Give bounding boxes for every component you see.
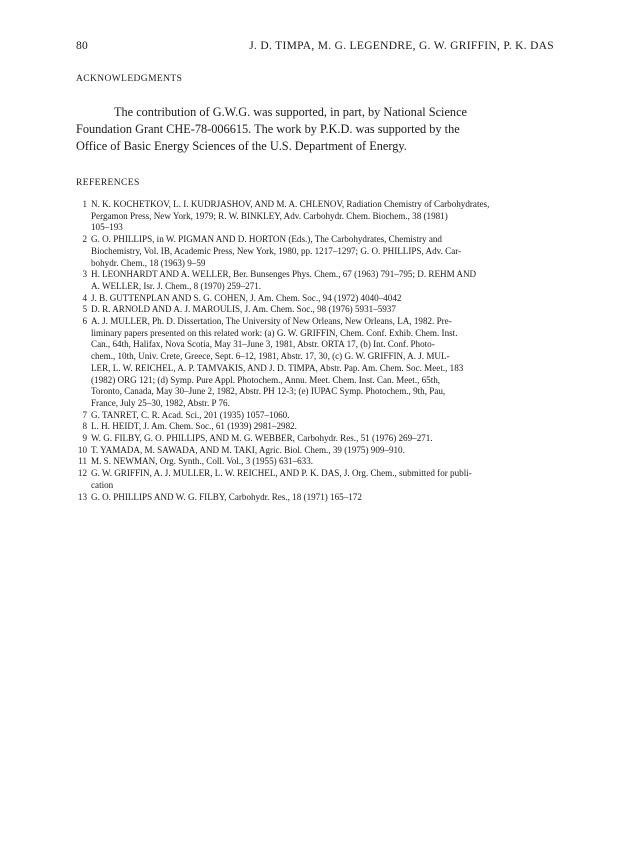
reference-text-line: T. YAMADA, M. SAWADA, AND M. TAKI, Agric. Biol. Chem., 39 (1975) 909–910. [91, 444, 405, 455]
reference-item [76, 433, 556, 445]
reference-text-line: G. TANRET, C. R. Acad. Sci., 201 (1935) 1057–1060. [91, 409, 290, 420]
acknowledgments-line: Foundation Grant CHE-78-006615. The work by P.K.D. was supported by the [76, 122, 460, 136]
reference-text-line: liminary papers presented on this related work: (a) G. W. GRIFFIN, Chem. Conf. Exhib. Chem. Inst. [91, 327, 458, 338]
reference-number: 6 [82, 316, 87, 327]
reference-item [76, 234, 556, 269]
reference-text-line: G. O. PHILLIPS, in W. PIGMAN AND D. HORTON (Eds.), The Carbohydrates, Chemistry and [91, 234, 442, 245]
reference-number: 12 [77, 468, 87, 479]
reference-text-line: A. J. MULLER, Ph. D. Dissertation, The University of New Orleans, New Orleans, LA, 1982. Pre- [91, 316, 452, 327]
reference-list [76, 199, 556, 503]
reference-number: 7 [82, 409, 87, 420]
reference-number: 4 [82, 292, 87, 303]
page-header [76, 40, 554, 56]
reference-number: 11 [78, 456, 87, 467]
reference-item [76, 421, 556, 433]
reference-text-line: Can., 64th, Halifax, Nova Scotia, May 31–June 3, 1981, Abstr. ORTA 17, (b) Int. Conf. Photo- [91, 339, 435, 350]
reference-number: 10 [77, 444, 87, 455]
reference-text-line: W. G. FILBY, G. O. PHILLIPS, AND M. G. WEBBER, Carbohydr. Res., 51 (1976) 269–271. [91, 433, 433, 444]
reference-text-line: France, July 25–30, 1982, Abstr. P 76. [91, 397, 230, 408]
reference-text-line: LER, L. W. REICHEL, A. P. TAMVAKIS, AND J. D. TIMPA, Abstr. Pap. Am. Chem. Soc. Meet., 183 [91, 362, 464, 373]
references-heading: REFERENCES [76, 178, 140, 188]
reference-text-line: A. WELLER, Isr. J. Chem., 8 (1970) 259–271. [91, 280, 262, 291]
reference-item [76, 316, 556, 410]
reference-text-line: chem., 10th, Univ. Crete, Greece, Sept. 6–12, 1981, Abstr. 17, 30, (c) G. W. GRIFFIN, A. J. MUL- [91, 351, 450, 362]
acknowledgments-line: The contribution of G.W.G. was supported, in part, by National Science [114, 105, 468, 119]
reference-text-line: cation [91, 479, 114, 490]
reference-item [76, 304, 556, 316]
reference-item [76, 269, 556, 292]
reference-number: 8 [82, 421, 87, 432]
reference-item [76, 456, 556, 468]
reference-item [76, 445, 556, 457]
reference-text-line: L. H. HEIDT, J. Am. Chem. Soc., 61 (1939) 2981–2982. [91, 421, 297, 432]
reference-item [76, 410, 556, 422]
reference-text-line: G. W. GRIFFIN, A. J. MULLER, L. W. REICHEL, AND P. K. DAS, J. Org. Chem., submitted for publi- [91, 468, 472, 479]
reference-text-line: Biochemistry, Vol. IB, Academic Press, New York, 1980, pp. 1217–1297; G. O. PHILLIPS, Adv. Car- [91, 245, 462, 256]
reference-text-line: bohydr. Chem., 18 (1963) 9–59 [91, 257, 206, 268]
reference-text-line: Pergamon Press, New York, 1979; R. W. BINKLEY, Adv. Carbohydr. Chem. Biochem., 38 (1981) [91, 210, 448, 221]
reference-text-line: M. S. NEWMAN, Org. Synth., Coll. Vol., 3 (1955) 631–633. [91, 456, 314, 467]
running-head: J. D. TIMPA, M. G. LEGENDRE, G. W. GRIFFIN, P. K. DAS [249, 40, 554, 52]
reference-text-line: G. O. PHILLIPS AND W. G. FILBY, Carbohydr. Res., 18 (1971) 165–172 [91, 491, 362, 502]
reference-text-line: (1982) ORG 121; (d) Symp. Pure Appl. Photochem., Annu. Meet. Chem. Inst. Can. Meet., 65th, [91, 374, 441, 385]
reference-text-line: D. R. ARNOLD AND A. J. MAROULIS, J. Am. Chem. Soc., 98 (1976) 5931–5937 [91, 304, 396, 315]
reference-item [76, 492, 556, 504]
reference-text-line: N. K. KOCHETKOV, L. I. KUDRJASHOV, AND M. A. CHLENOV, Radiation Chemistry of Carbohydrates, [91, 199, 490, 209]
reference-number: 13 [77, 491, 87, 502]
reference-number: 9 [82, 433, 87, 444]
reference-item [76, 199, 556, 234]
reference-number: 1 [82, 199, 87, 209]
reference-text-line: J. B. GUTTENPLAN AND S. G. COHEN, J. Am. Chem. Soc., 94 (1972) 4040–4042 [91, 292, 402, 303]
reference-text-line: Toronto, Canada, May 30–June 2, 1982, Abstr. PH 12-3; (e) IUPAC Symp. Photochem., 9th, Pau, [91, 386, 446, 397]
reference-number: 5 [82, 304, 87, 315]
acknowledgments-line: Office of Basic Energy Sciences of the U.S. Department of Energy. [76, 139, 407, 153]
reference-text-line: H. LEONHARDT AND A. WELLER, Ber. Bunsenges Phys. Chem., 67 (1963) 791–795; D. REHM AND [91, 269, 477, 280]
acknowledgments-heading: ACKNOWLEDGMENTS [76, 74, 183, 84]
reference-text-line: 105–193 [91, 222, 123, 233]
reference-item [76, 468, 556, 491]
reference-number: 3 [82, 269, 87, 280]
page-number: 80 [76, 40, 88, 52]
reference-number: 2 [82, 234, 87, 245]
reference-item [76, 293, 556, 305]
acknowledgments-paragraph [76, 104, 554, 155]
